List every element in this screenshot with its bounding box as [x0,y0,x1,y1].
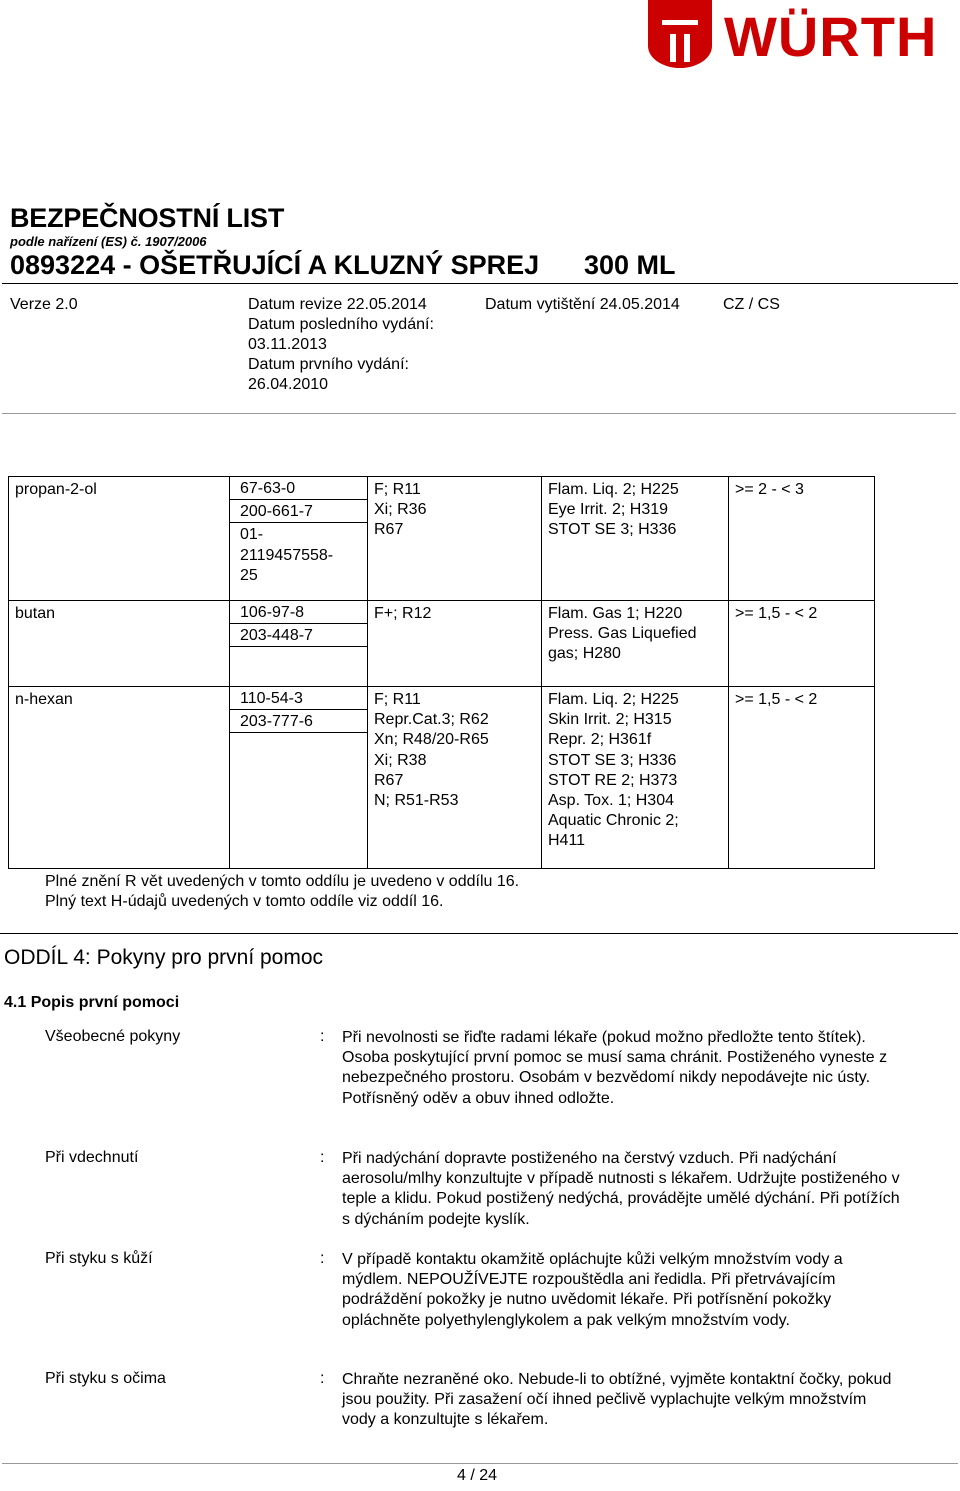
ec-number: 203-777-6 [230,710,367,733]
label-colon: : [320,1370,325,1387]
first-aid-label-inhalation: Při vdechnutí [45,1149,139,1166]
logo-wordmark: WÜRTH [724,5,938,68]
concentration: >= 2 - < 3 [729,477,875,601]
section-4-title: ODDÍL 4: Pokyny pro první pomoc [4,946,324,969]
concentration: >= 1,5 - < 2 [729,687,875,869]
label-colon: : [320,1250,325,1267]
table-row [9,601,875,687]
r-phrase: Xi; R36 [374,501,427,519]
component-name: butan [9,601,230,687]
r-phrase: Xn; R48/20-R65 [374,731,489,749]
component-ids [230,477,368,601]
reach-number [230,733,367,753]
revision-date: Datum revize 22.05.2014 [248,296,427,313]
reach-number: 01- 2119457558- 25 [240,526,334,584]
component-name: n-hexan [9,687,230,869]
component-ids [230,601,368,687]
section-4-1-title: 4.1 Popis první pomoci [4,994,180,1011]
product-name: 0893224 - OŠETŘUJÍCÍ A KLUZNÝ SPREJ [10,250,540,280]
clp-entry: Eye Irrit. 2; H319 [548,501,669,519]
r-phrases [368,477,542,601]
wurth-logo-mark [648,0,960,68]
reach-number [230,647,367,667]
concentration: >= 1,5 - < 2 [729,601,875,687]
r-phrase: F; R11 [374,481,421,498]
document-title: BEZPEČNOSTNÍ LIST [10,203,285,233]
section-divider [0,933,958,934]
r-phrase: F+; R12 [374,605,432,622]
clp-entry: gas; H280 [548,645,621,663]
component-ids [230,687,368,869]
clp-entry: STOT SE 3; H336 [548,751,677,769]
r-phrase: R67 [374,771,404,789]
component-name: propan-2-ol [9,477,230,601]
product-size: 300 ML [584,250,676,280]
clp-entry: STOT RE 2; H373 [548,771,678,789]
first-aid-label-general: Všeobecné pokyny [45,1028,181,1045]
first-aid-text-general: Při nevolnosti se řiďte radami lékaře (pokud možno předložte tento štítek). Osoba poskytující první pomoc se musí sama chránit. Postiženého vyneste z nebezpečného prostoru. Osobám v bezvědomí nikdy nepodávejte nic ústy. Potřísněný oděv a obuv ihned odložte. [342,1029,888,1107]
cas-number: 67-63-0 [230,477,367,500]
clp-entry: Flam. Gas 1; H220 [548,605,683,622]
r-phrase: Repr.Cat.3; R62 [374,711,489,729]
clp-classification [542,477,729,601]
last-issue-label: Datum posledního vydání: [248,316,434,333]
cas-number: 106-97-8 [230,601,367,624]
first-aid-text-eyes: Chraňte nezraněné oko. Nebude-li to obtížné, vyjměte kontaktní čočky, pokud jsou použity. Při zasažení očí ihned pečlivě vyplachujte velkým množstvím vody a konzultujte s lékařem. [342,1371,892,1429]
cas-number: 110-54-3 [230,687,367,710]
r-phrases [368,601,542,687]
meta-divider [2,413,956,414]
last-issue-date: 03.11.2013 [248,336,327,353]
first-aid-label-eyes: Při styku s očima [45,1370,166,1387]
print-date: Datum vytištění 24.05.2014 [485,296,680,313]
r-phrase: N; R51-R53 [374,792,459,810]
first-issue-label: Datum prvního vydání: [248,356,409,373]
header-divider [2,283,958,284]
r-phrases-note: Plné znění R vět uvedených v tomto oddílu je uvedeno v oddílu 16. [45,873,520,890]
clp-entry: Flam. Liq. 2; H225 [548,481,679,498]
clp-entry: Asp. Tox. 1; H304 [548,792,674,810]
clp-entry: H411 [548,832,586,850]
wurth-logo [648,0,960,68]
r-phrase: F; R11 [374,691,421,708]
clp-entry: Repr. 2; H361f [548,731,652,749]
first-issue-date: 26.04.2010 [248,376,329,393]
r-phrase: R67 [374,521,404,539]
clp-entry: Aquatic Chronic 2; [548,812,679,830]
locale: CZ / CS [723,296,780,313]
version: Verze 2.0 [10,296,78,313]
footer-divider [2,1463,958,1464]
clp-entry: STOT SE 3; H336 [548,521,677,539]
label-colon: : [320,1149,325,1166]
first-aid-label-skin: Při styku s kůží [45,1250,153,1267]
components-table [8,476,875,869]
clp-entry: Press. Gas Liquefied [548,625,697,643]
page-number: 4 / 24 [457,1467,498,1484]
ec-number: 200-661-7 [230,500,367,523]
first-aid-text-inhalation: Při nadýchání dopravte postiženého na čerstvý vzduch. Při nadýchání aerosolu/mlhy konzultujte v případě nutnosti s lékařem. Udržujte postiženého v teple a klidu. Pokud postižený nedýchá, provádějte umělé dýchání. Při potížích s dýcháním podejte kyslík. [342,1150,900,1228]
r-phrases [368,687,542,869]
clp-entry: Skin Irrit. 2; H315 [548,711,672,729]
clp-classification [542,687,729,869]
first-aid-text-skin: V případě kontaktu okamžitě opláchujte kůži velkým množstvím vody a mýdlem. NEPOUŽÍVEJTE rozpouštědla ani ředidla. Při přetrvávajícím podráždění pokožky je nutno uvědomit lékaře. Při potřísnění pokožky opláchněte polyethylenglykolem a pak velkým množstvím vody. [342,1251,843,1329]
h-phrases-note: Plný text H-údajů uvedených v tomto oddíle viz oddíl 16. [45,893,444,910]
table-row [9,477,875,601]
clp-classification [542,601,729,687]
ec-number: 203-448-7 [230,624,367,647]
r-phrase: Xi; R38 [374,751,427,769]
table-row [9,687,875,869]
clp-entry: Flam. Liq. 2; H225 [548,691,679,708]
label-colon: : [320,1028,325,1045]
regulation-subtitle: podle nařízení (ES) č. 1907/2006 [10,234,207,249]
